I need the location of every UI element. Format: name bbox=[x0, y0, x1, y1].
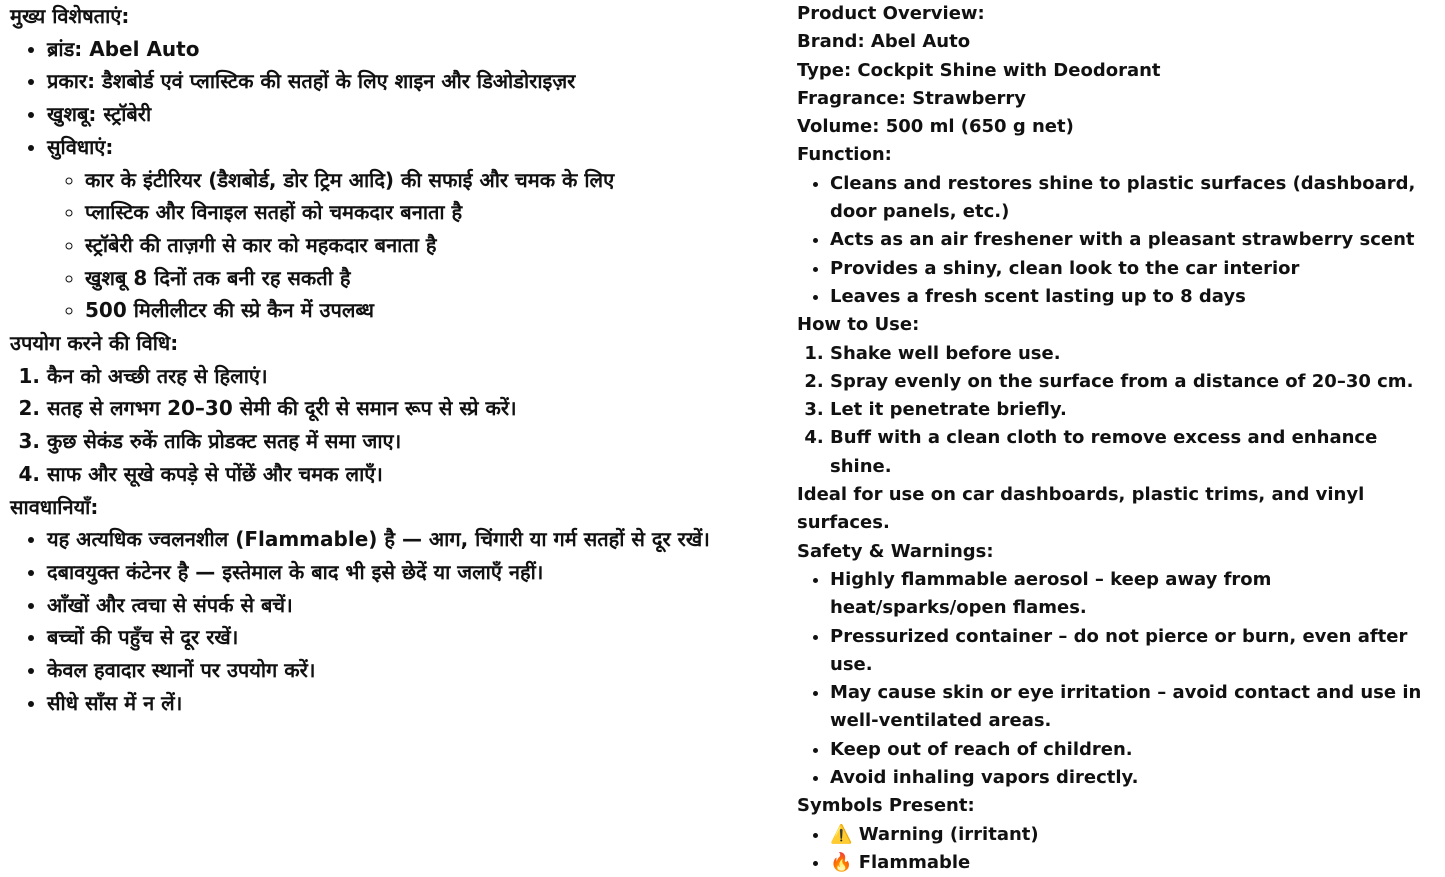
warning-icon: ⚠️ bbox=[830, 823, 853, 845]
list-item: 3. Let it penetrate briefly. bbox=[830, 396, 1437, 424]
howto-heading: How to Use: bbox=[797, 314, 920, 336]
list-item: • May cause skin or eye irritation – avoid contact and use in well-ventilated areas. bbox=[830, 679, 1437, 736]
ideal-line: Ideal for use on car dashboards, plastic trims, and vinyl surfaces. bbox=[797, 484, 1365, 534]
list-item: ◦ प्लास्टिक और विनाइल सतहों को चमकदार बनाता है bbox=[85, 196, 740, 229]
symbols-list bbox=[797, 821, 1437, 877]
list-item: • दबावयुक्त कंटेनर है — इस्तेमाल के बाद भी इसे छेदें या जलाएँ नहीं। bbox=[47, 556, 740, 589]
features-list bbox=[10, 33, 740, 327]
symbol-label: Flammable bbox=[858, 851, 971, 873]
symbols-heading: Symbols Present: bbox=[797, 795, 975, 817]
features-heading: मुख्य विशेषताएं: bbox=[10, 4, 130, 28]
english-section bbox=[797, 0, 1437, 877]
list-item: • Acts as an air freshener with a pleasant strawberry scent bbox=[830, 226, 1437, 254]
list-item: ◦ कार के इंटीरियर (डैशबोर्ड, डोर ट्रिम आदि) की सफाई और चमक के लिए bbox=[85, 164, 740, 197]
list-item: 2. Spray evenly on the surface from a distance of 20–30 cm. bbox=[830, 368, 1437, 396]
list-item: 1. कैन को अच्छी तरह से हिलाएं। bbox=[47, 360, 740, 393]
hindi-section bbox=[10, 0, 740, 719]
usage-heading: उपयोग करने की विधि: bbox=[10, 331, 179, 356]
list-item: • Provides a shiny, clean look to the car interior bbox=[830, 255, 1437, 283]
function-heading: Function: bbox=[797, 144, 892, 166]
list-item: 4. साफ और सूखे कपड़े से पोंछें और चमक लाएँ। bbox=[47, 458, 740, 491]
list-item: • बच्चों की पहुँच से दूर रखें। bbox=[47, 621, 740, 654]
overview-heading: Product Overview: bbox=[797, 3, 985, 24]
list-item: • Leaves a fresh scent lasting up to 8 days bbox=[830, 283, 1437, 311]
list-item: • Pressurized container – do not pierce or burn, even after use. bbox=[830, 623, 1437, 680]
brand-line: Brand: Abel Auto bbox=[797, 31, 971, 53]
howto-list bbox=[797, 340, 1437, 481]
list-item: • यह अत्यधिक ज्वलनशील (Flammable) है — आग, चिंगारी या गर्म सतहों से दूर रखें। bbox=[47, 523, 740, 556]
list-item: ◦ स्ट्रॉबेरी की ताज़गी से कार को महकदार बनाता है bbox=[85, 229, 740, 262]
fragrance-line: Fragrance: Strawberry bbox=[797, 87, 1027, 109]
warnings-list bbox=[10, 523, 740, 719]
list-item bbox=[830, 849, 1437, 877]
list-item: • केवल हवादार स्थानों पर उपयोग करें। bbox=[47, 654, 740, 687]
feature-fragrance: • खुशबू: स्ट्रॉबेरी bbox=[47, 98, 740, 131]
list-item: 3. कुछ सेकंड रुकें ताकि प्रोडक्ट सतह में समा जाए। bbox=[47, 425, 740, 458]
volume-line: Volume: 500 ml (650 g net) bbox=[797, 116, 1074, 138]
list-item: 1. Shake well before use. bbox=[830, 340, 1437, 368]
benefits-heading: सुविधाएं: bbox=[47, 134, 114, 159]
safety-list bbox=[797, 566, 1437, 792]
list-item bbox=[830, 821, 1437, 849]
list-item: • Keep out of reach of children. bbox=[830, 736, 1437, 764]
benefits-list bbox=[47, 164, 740, 328]
list-item: • Highly flammable aerosol – keep away from heat/sparks/open flames. bbox=[830, 566, 1437, 623]
feature-type: • प्रकार: डैशबोर्ड एवं प्लास्टिक की सतहों के लिए शाइन और डिओडोराइज़र bbox=[47, 65, 740, 98]
list-item: • सीधे साँस में न लें। bbox=[47, 687, 740, 720]
function-list bbox=[797, 170, 1437, 311]
warnings-heading: सावधानियाँ: bbox=[10, 494, 99, 519]
feature-benefits bbox=[47, 131, 740, 327]
list-item: 4. Buff with a clean cloth to remove excess and enhance shine. bbox=[830, 424, 1437, 481]
list-item: ◦ 500 मिलीलीटर की स्प्रे कैन में उपलब्ध bbox=[85, 294, 740, 327]
list-item: • आँखों और त्वचा से संपर्क से बचें। bbox=[47, 589, 740, 622]
list-item: • Cleans and restores shine to plastic surfaces (dashboard, door panels, etc.) bbox=[830, 170, 1437, 227]
usage-list bbox=[10, 360, 740, 491]
list-item: ◦ खुशबू 8 दिनों तक बनी रह सकती है bbox=[85, 262, 740, 295]
safety-heading: Safety & Warnings: bbox=[797, 540, 994, 562]
type-line: Type: Cockpit Shine with Deodorant bbox=[797, 59, 1161, 81]
fire-icon: 🔥 bbox=[830, 851, 853, 873]
list-item: • Avoid inhaling vapors directly. bbox=[830, 764, 1437, 792]
feature-brand: • ब्रांड: Abel Auto bbox=[47, 33, 740, 66]
symbol-label: Warning (irritant) bbox=[858, 823, 1039, 845]
list-item: 2. सतह से लगभग 20–30 सेमी की दूरी से समान रूप से स्प्रे करें। bbox=[47, 392, 740, 425]
